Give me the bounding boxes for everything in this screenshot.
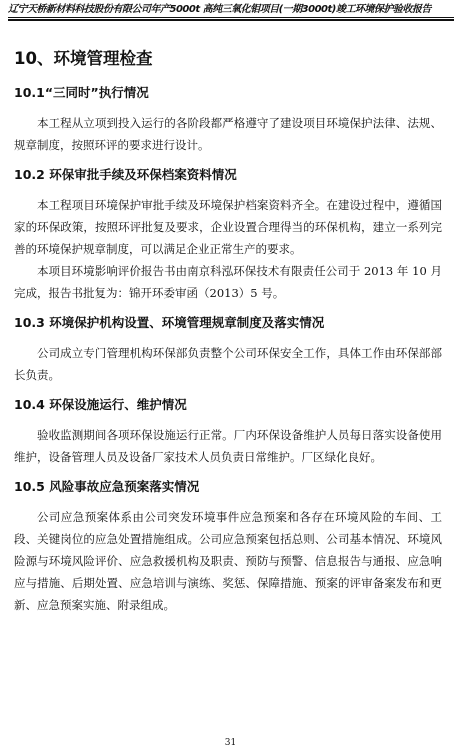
section-heading: 10.4 环保设施运行、维护情况 bbox=[14, 397, 187, 412]
section-paragraph: 公司成立专门管理机构环保部负责整个公司环保安全工作，具体工作由环保部部长负责。 bbox=[14, 346, 442, 382]
header-divider bbox=[8, 17, 454, 18]
section-heading: 10.2 环保审批手续及环保档案资料情况 bbox=[14, 167, 237, 182]
document-body bbox=[14, 48, 442, 616]
page-number: 31 bbox=[224, 738, 237, 748]
page-header: 辽宁天桥新材料科技股份有限公司年产5000t 高纯三氧化钼项目(一期3000t)竣工环境保护验收报告 bbox=[8, 4, 431, 15]
section-paragraph: 公司应急预案体系由公司突发环境事件应急预案和各存在环境风险的车间、工段、关键岗位的应急处置措施组成。公司应急预案包括总则、公司基本情况、环境风险源与环境风险评价、应急救援机构及职责、预防与预警、信息报告与通报、应急响应与措施、后期处置、应急培训与演练、奖惩、保障措施、预案的评审备案发布和更新、应急预案实施、附录组成。 bbox=[14, 510, 442, 612]
section-paragraph: 本项目环境影响评价报告书由南京科泓环保技术有限责任公司于 2013 年 10 月完成，报告书批复为：锦开环委审函（2013）5 号。 bbox=[14, 264, 442, 300]
section-10-4 bbox=[14, 396, 442, 468]
header-divider-thick bbox=[8, 19, 454, 21]
chapter-title: 10、环境管理检查 bbox=[14, 49, 153, 68]
section-heading: 10.3 环境保护机构设置、环境管理规章制度及落实情况 bbox=[14, 315, 325, 330]
section-heading: 10.1“三同时”执行情况 bbox=[14, 85, 149, 100]
section-paragraph: 本工程项目环境保护审批手续及环境保护档案资料齐全。在建设过程中，遵循国家的环保政策，按照环评批复及要求，企业设置合理得当的环保机构，建立一系列完善的环境保护规章制度，可以满足企业正常生产的要求。 bbox=[14, 198, 442, 256]
section-heading: 10.5 风险事故应急预案落实情况 bbox=[14, 479, 200, 494]
section-10-5 bbox=[14, 478, 442, 616]
section-10-2 bbox=[14, 166, 442, 304]
section-paragraph: 本工程从立项到投入运行的各阶段都严格遵守了建设项目环境保护法律、法规、规章制度，按照环评的要求进行设计。 bbox=[14, 116, 442, 152]
section-10-1 bbox=[14, 84, 442, 156]
section-paragraph: 验收监测期间各项环保设施运行正常。厂内环保设备维护人员每日落实设备使用维护，设备管理人员及设备厂家技术人员负责日常维护。厂区绿化良好。 bbox=[14, 428, 442, 464]
section-10-3 bbox=[14, 314, 442, 386]
